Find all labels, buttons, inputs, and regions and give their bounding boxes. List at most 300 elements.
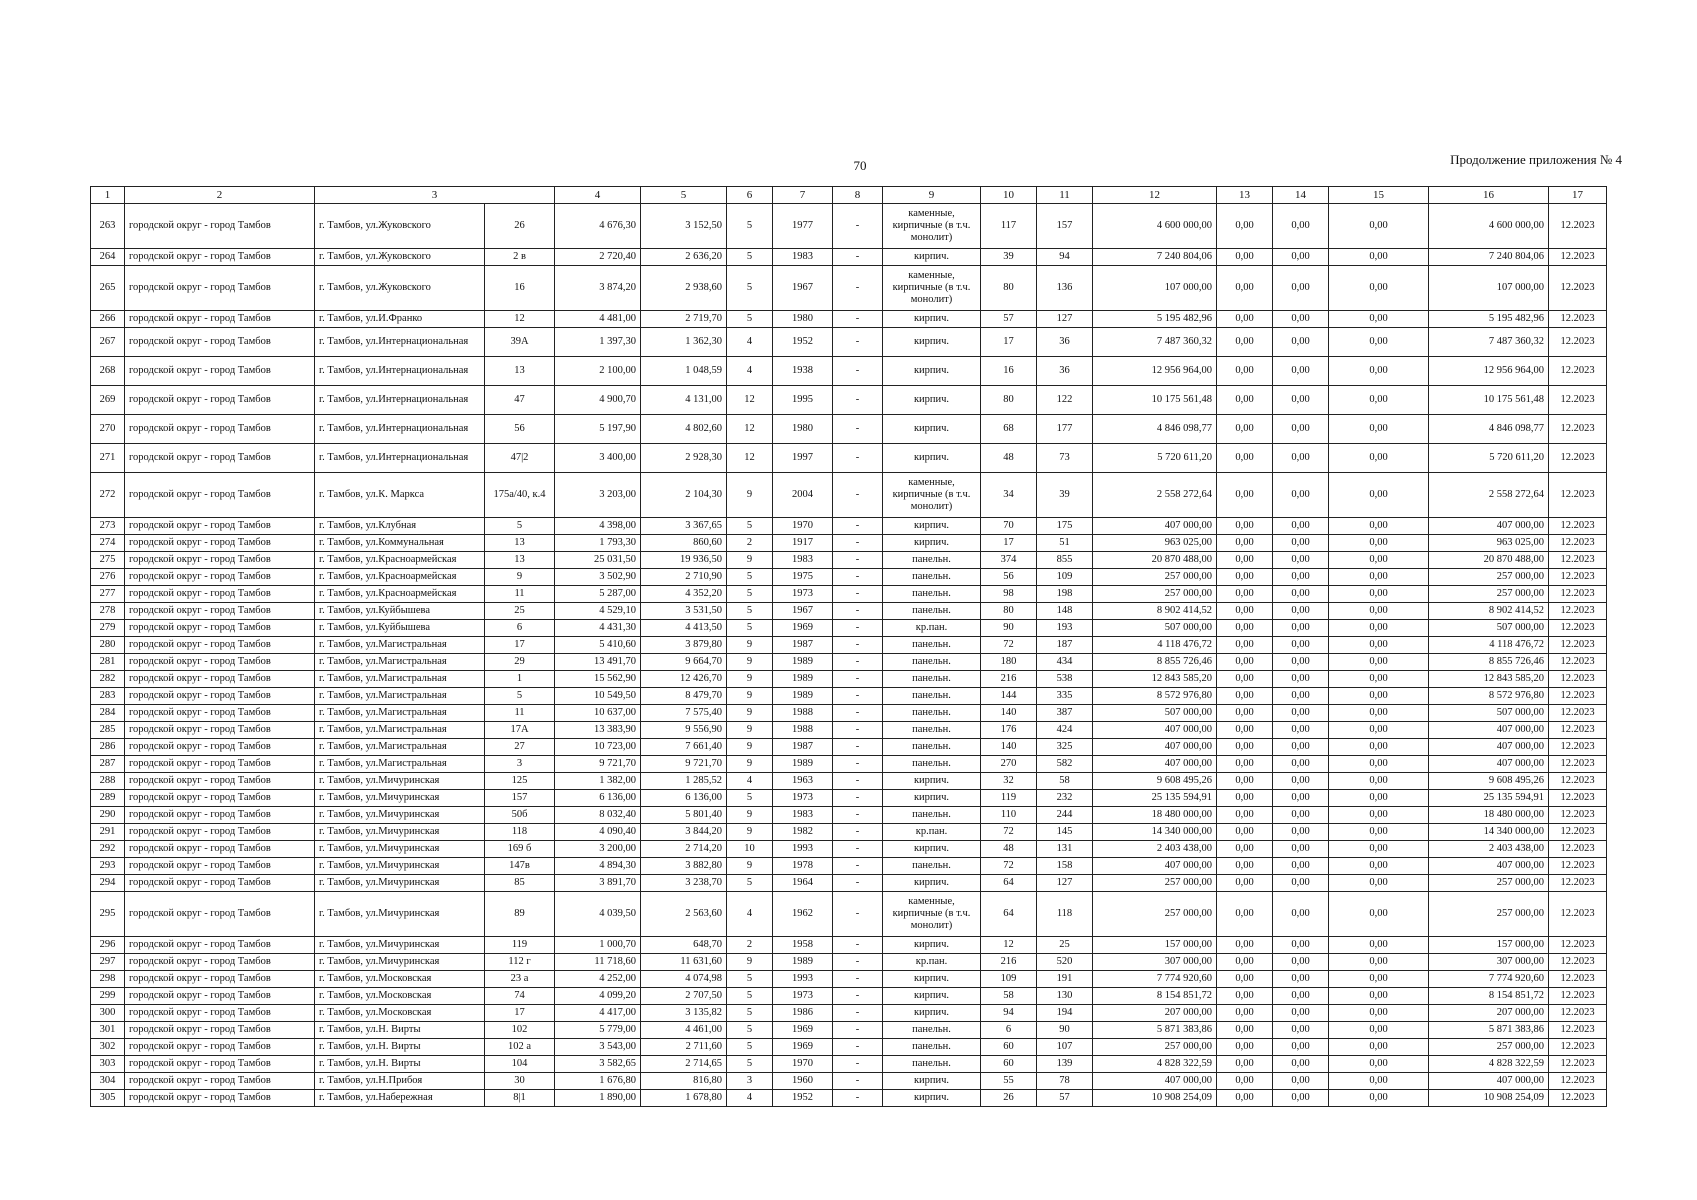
year-built-cell: 1980 (773, 415, 833, 444)
year-built-cell: 1987 (773, 637, 833, 654)
cost-total-cell: 407 000,00 (1429, 518, 1549, 535)
address-cell: г. Тамбов, ул.Магистральная (315, 722, 485, 739)
table-row (91, 971, 1607, 988)
col13-cell: 0,00 (1217, 1073, 1273, 1090)
col15-cell: 0,00 (1329, 552, 1429, 569)
col8-cell: - (833, 1022, 883, 1039)
cost-cell: 257 000,00 (1093, 892, 1217, 937)
address-cell: г. Тамбов, ул.Мичуринская (315, 892, 485, 937)
cost-total-cell: 107 000,00 (1429, 266, 1549, 311)
cost-total-cell: 507 000,00 (1429, 620, 1549, 637)
column-header: 1 (91, 187, 125, 204)
col10-cell: 48 (981, 841, 1037, 858)
cost-total-cell: 407 000,00 (1429, 722, 1549, 739)
deadline-cell: 12.2023 (1549, 386, 1607, 415)
col11-cell: 118 (1037, 892, 1093, 937)
address-cell: г. Тамбов, ул.Куйбышева (315, 603, 485, 620)
col13-cell: 0,00 (1217, 311, 1273, 328)
municipality-cell: городской округ - город Тамбов (125, 824, 315, 841)
wall-material-cell: кирпич. (883, 841, 981, 858)
cost-cell: 407 000,00 (1093, 722, 1217, 739)
deadline-cell: 12.2023 (1549, 603, 1607, 620)
floors-cell: 9 (727, 739, 773, 756)
municipality-cell: городской округ - город Тамбов (125, 637, 315, 654)
wall-material-cell: кирпич. (883, 328, 981, 357)
address-cell: г. Тамбов, ул.Мичуринская (315, 824, 485, 841)
appendix-note: Продолжение приложения № 4 (1450, 152, 1622, 167)
col13-cell: 0,00 (1217, 586, 1273, 603)
total-area-cell: 4 252,00 (555, 971, 641, 988)
cost-cell: 257 000,00 (1093, 875, 1217, 892)
col15-cell: 0,00 (1329, 603, 1429, 620)
municipality-cell: городской округ - город Тамбов (125, 722, 315, 739)
house-number-cell: 118 (485, 824, 555, 841)
col15-cell: 0,00 (1329, 204, 1429, 249)
deadline-cell: 12.2023 (1549, 790, 1607, 807)
deadline-cell: 12.2023 (1549, 535, 1607, 552)
address-cell: г. Тамбов, ул.Жуковского (315, 249, 485, 266)
col15-cell: 0,00 (1329, 1073, 1429, 1090)
living-area-cell: 7 575,40 (641, 705, 727, 722)
floors-cell: 4 (727, 357, 773, 386)
floors-cell: 9 (727, 637, 773, 654)
col8-cell: - (833, 892, 883, 937)
col14-cell: 0,00 (1273, 756, 1329, 773)
wall-material-cell: кирпич. (883, 357, 981, 386)
address-cell: г. Тамбов, ул.Куйбышева (315, 620, 485, 637)
year-built-cell: 1952 (773, 1090, 833, 1107)
table-row (91, 637, 1607, 654)
municipality-cell: городской округ - город Тамбов (125, 671, 315, 688)
living-area-cell: 2 711,60 (641, 1039, 727, 1056)
floors-cell: 5 (727, 875, 773, 892)
cost-total-cell: 12 843 585,20 (1429, 671, 1549, 688)
wall-material-cell: кирпич. (883, 1073, 981, 1090)
year-built-cell: 1978 (773, 858, 833, 875)
col10-cell: 140 (981, 739, 1037, 756)
wall-material-cell: кирпич. (883, 971, 981, 988)
col13-cell: 0,00 (1217, 1022, 1273, 1039)
living-area-cell: 2 563,60 (641, 892, 727, 937)
table-row (91, 1056, 1607, 1073)
col15-cell: 0,00 (1329, 841, 1429, 858)
column-header: 2 (125, 187, 315, 204)
deadline-cell: 12.2023 (1549, 937, 1607, 954)
housing-register-table (90, 186, 1607, 1107)
row-number-cell: 294 (91, 875, 125, 892)
address-cell: г. Тамбов, ул.К. Маркса (315, 473, 485, 518)
municipality-cell: городской округ - город Тамбов (125, 1073, 315, 1090)
floors-cell: 10 (727, 841, 773, 858)
col10-cell: 216 (981, 954, 1037, 971)
wall-material-cell: каменные, кирпичные (в т.ч. монолит) (883, 473, 981, 518)
col13-cell: 0,00 (1217, 637, 1273, 654)
col11-cell: 57 (1037, 1090, 1093, 1107)
table-row (91, 722, 1607, 739)
col8-cell: - (833, 1090, 883, 1107)
col13-cell: 0,00 (1217, 386, 1273, 415)
cost-cell: 5 871 383,86 (1093, 1022, 1217, 1039)
house-number-cell: 157 (485, 790, 555, 807)
wall-material-cell: кирпич. (883, 249, 981, 266)
col10-cell: 39 (981, 249, 1037, 266)
cost-total-cell: 407 000,00 (1429, 1073, 1549, 1090)
year-built-cell: 2004 (773, 473, 833, 518)
cost-cell: 2 403 438,00 (1093, 841, 1217, 858)
col15-cell: 0,00 (1329, 954, 1429, 971)
col8-cell: - (833, 603, 883, 620)
cost-cell: 25 135 594,91 (1093, 790, 1217, 807)
floors-cell: 5 (727, 569, 773, 586)
row-number-cell: 274 (91, 535, 125, 552)
col11-cell: 94 (1037, 249, 1093, 266)
wall-material-cell: кирпич. (883, 773, 981, 790)
table-row (91, 204, 1607, 249)
col15-cell: 0,00 (1329, 756, 1429, 773)
col10-cell: 270 (981, 756, 1037, 773)
col10-cell: 216 (981, 671, 1037, 688)
living-area-cell: 9 721,70 (641, 756, 727, 773)
address-cell: г. Тамбов, ул.Набережная (315, 1090, 485, 1107)
cost-cell: 407 000,00 (1093, 1073, 1217, 1090)
col8-cell: - (833, 1005, 883, 1022)
living-area-cell: 1 678,80 (641, 1090, 727, 1107)
column-header: 5 (641, 187, 727, 204)
wall-material-cell: кирпич. (883, 790, 981, 807)
col8-cell: - (833, 954, 883, 971)
living-area-cell: 3 882,80 (641, 858, 727, 875)
wall-material-cell: панельн. (883, 586, 981, 603)
year-built-cell: 1993 (773, 971, 833, 988)
living-area-cell: 19 936,50 (641, 552, 727, 569)
municipality-cell: городской округ - город Тамбов (125, 620, 315, 637)
col14-cell: 0,00 (1273, 1022, 1329, 1039)
total-area-cell: 1 793,30 (555, 535, 641, 552)
cost-cell: 2 558 272,64 (1093, 473, 1217, 518)
address-cell: г. Тамбов, ул.Интернациональная (315, 415, 485, 444)
cost-total-cell: 8 572 976,80 (1429, 688, 1549, 705)
municipality-cell: городской округ - город Тамбов (125, 739, 315, 756)
address-cell: г. Тамбов, ул.Коммунальная (315, 535, 485, 552)
col13-cell: 0,00 (1217, 603, 1273, 620)
column-number-row (91, 187, 1607, 204)
col8-cell: - (833, 535, 883, 552)
col10-cell: 55 (981, 1073, 1037, 1090)
table-row (91, 705, 1607, 722)
house-number-cell: 5 (485, 688, 555, 705)
house-number-cell: 11 (485, 586, 555, 603)
cost-total-cell: 207 000,00 (1429, 1005, 1549, 1022)
living-area-cell: 11 631,60 (641, 954, 727, 971)
wall-material-cell: панельн. (883, 1056, 981, 1073)
cost-cell: 7 774 920,60 (1093, 971, 1217, 988)
col8-cell: - (833, 773, 883, 790)
living-area-cell: 1 285,52 (641, 773, 727, 790)
col14-cell: 0,00 (1273, 875, 1329, 892)
col8-cell: - (833, 739, 883, 756)
col13-cell: 0,00 (1217, 357, 1273, 386)
col10-cell: 60 (981, 1056, 1037, 1073)
row-number-cell: 295 (91, 892, 125, 937)
municipality-cell: городской округ - город Тамбов (125, 328, 315, 357)
floors-cell: 4 (727, 328, 773, 357)
address-cell: г. Тамбов, ул.И.Франко (315, 311, 485, 328)
col10-cell: 58 (981, 988, 1037, 1005)
row-number-cell: 270 (91, 415, 125, 444)
house-number-cell: 9 (485, 569, 555, 586)
deadline-cell: 12.2023 (1549, 518, 1607, 535)
total-area-cell: 4 431,30 (555, 620, 641, 637)
wall-material-cell: панельн. (883, 603, 981, 620)
municipality-cell: городской округ - город Тамбов (125, 1022, 315, 1039)
cost-cell: 4 828 322,59 (1093, 1056, 1217, 1073)
house-number-cell: 13 (485, 535, 555, 552)
wall-material-cell: панельн. (883, 756, 981, 773)
municipality-cell: городской округ - город Тамбов (125, 266, 315, 311)
column-header: 3 (315, 187, 555, 204)
total-area-cell: 4 417,00 (555, 1005, 641, 1022)
table-row (91, 1073, 1607, 1090)
year-built-cell: 1987 (773, 739, 833, 756)
row-number-cell: 291 (91, 824, 125, 841)
table-row (91, 937, 1607, 954)
row-number-cell: 296 (91, 937, 125, 954)
cost-total-cell: 157 000,00 (1429, 937, 1549, 954)
year-built-cell: 1963 (773, 773, 833, 790)
living-area-cell: 2 714,65 (641, 1056, 727, 1073)
col15-cell: 0,00 (1329, 722, 1429, 739)
row-number-cell: 298 (91, 971, 125, 988)
col13-cell: 0,00 (1217, 773, 1273, 790)
col8-cell: - (833, 552, 883, 569)
wall-material-cell: панельн. (883, 807, 981, 824)
year-built-cell: 1967 (773, 603, 833, 620)
total-area-cell: 1 000,70 (555, 937, 641, 954)
col13-cell: 0,00 (1217, 654, 1273, 671)
living-area-cell: 3 367,65 (641, 518, 727, 535)
cost-cell: 407 000,00 (1093, 518, 1217, 535)
year-built-cell: 1975 (773, 569, 833, 586)
col10-cell: 70 (981, 518, 1037, 535)
total-area-cell: 4 894,30 (555, 858, 641, 875)
col11-cell: 145 (1037, 824, 1093, 841)
col15-cell: 0,00 (1329, 1022, 1429, 1039)
municipality-cell: городской округ - город Тамбов (125, 518, 315, 535)
table-row (91, 266, 1607, 311)
cost-total-cell: 18 480 000,00 (1429, 807, 1549, 824)
year-built-cell: 1989 (773, 756, 833, 773)
cost-cell: 4 846 098,77 (1093, 415, 1217, 444)
col13-cell: 0,00 (1217, 988, 1273, 1005)
municipality-cell: городской округ - город Тамбов (125, 790, 315, 807)
col8-cell: - (833, 824, 883, 841)
floors-cell: 9 (727, 954, 773, 971)
col14-cell: 0,00 (1273, 518, 1329, 535)
col14-cell: 0,00 (1273, 328, 1329, 357)
total-area-cell: 4 676,30 (555, 204, 641, 249)
house-number-cell: 1 (485, 671, 555, 688)
municipality-cell: городской округ - город Тамбов (125, 586, 315, 603)
year-built-cell: 1988 (773, 722, 833, 739)
house-number-cell: 125 (485, 773, 555, 790)
municipality-cell: городской округ - город Тамбов (125, 569, 315, 586)
deadline-cell: 12.2023 (1549, 971, 1607, 988)
address-cell: г. Тамбов, ул.Магистральная (315, 739, 485, 756)
living-area-cell: 2 710,90 (641, 569, 727, 586)
floors-cell: 9 (727, 756, 773, 773)
address-cell: г. Тамбов, ул.Мичуринская (315, 858, 485, 875)
col14-cell: 0,00 (1273, 858, 1329, 875)
floors-cell: 2 (727, 937, 773, 954)
cost-cell: 407 000,00 (1093, 739, 1217, 756)
address-cell: г. Тамбов, ул.Красноармейская (315, 552, 485, 569)
wall-material-cell: кирпич. (883, 535, 981, 552)
living-area-cell: 2 938,60 (641, 266, 727, 311)
cost-total-cell: 8 855 726,46 (1429, 654, 1549, 671)
col10-cell: 140 (981, 705, 1037, 722)
col13-cell: 0,00 (1217, 739, 1273, 756)
municipality-cell: городской округ - город Тамбов (125, 1005, 315, 1022)
year-built-cell: 1917 (773, 535, 833, 552)
col8-cell: - (833, 790, 883, 807)
col15-cell: 0,00 (1329, 971, 1429, 988)
municipality-cell: городской округ - город Тамбов (125, 386, 315, 415)
col8-cell: - (833, 569, 883, 586)
cost-total-cell: 10 175 561,48 (1429, 386, 1549, 415)
address-cell: г. Тамбов, ул.Московская (315, 971, 485, 988)
col14-cell: 0,00 (1273, 937, 1329, 954)
house-number-cell: 25 (485, 603, 555, 620)
column-header: 6 (727, 187, 773, 204)
cost-cell: 8 902 414,52 (1093, 603, 1217, 620)
col10-cell: 26 (981, 1090, 1037, 1107)
address-cell: г. Тамбов, ул.Интернациональная (315, 328, 485, 357)
col14-cell: 0,00 (1273, 739, 1329, 756)
address-cell: г. Тамбов, ул.Жуковского (315, 266, 485, 311)
total-area-cell: 10 723,00 (555, 739, 641, 756)
col10-cell: 16 (981, 357, 1037, 386)
wall-material-cell: панельн. (883, 569, 981, 586)
deadline-cell: 12.2023 (1549, 586, 1607, 603)
wall-material-cell: кирпич. (883, 518, 981, 535)
table-row (91, 518, 1607, 535)
deadline-cell: 12.2023 (1549, 671, 1607, 688)
col10-cell: 72 (981, 637, 1037, 654)
total-area-cell: 5 779,00 (555, 1022, 641, 1039)
row-number-cell: 285 (91, 722, 125, 739)
address-cell: г. Тамбов, ул.Магистральная (315, 688, 485, 705)
wall-material-cell: панельн. (883, 739, 981, 756)
municipality-cell: городской округ - город Тамбов (125, 552, 315, 569)
col15-cell: 0,00 (1329, 1056, 1429, 1073)
col15-cell: 0,00 (1329, 586, 1429, 603)
total-area-cell: 4 398,00 (555, 518, 641, 535)
deadline-cell: 12.2023 (1549, 266, 1607, 311)
row-number-cell: 297 (91, 954, 125, 971)
col11-cell: 148 (1037, 603, 1093, 620)
column-header: 10 (981, 187, 1037, 204)
municipality-cell: городской округ - город Тамбов (125, 954, 315, 971)
col15-cell: 0,00 (1329, 1039, 1429, 1056)
deadline-cell: 12.2023 (1549, 1073, 1607, 1090)
table-row (91, 790, 1607, 807)
col14-cell: 0,00 (1273, 620, 1329, 637)
row-number-cell: 288 (91, 773, 125, 790)
col14-cell: 0,00 (1273, 386, 1329, 415)
col13-cell: 0,00 (1217, 552, 1273, 569)
total-area-cell: 10 637,00 (555, 705, 641, 722)
living-area-cell: 4 131,00 (641, 386, 727, 415)
col14-cell: 0,00 (1273, 473, 1329, 518)
col11-cell: 130 (1037, 988, 1093, 1005)
floors-cell: 9 (727, 473, 773, 518)
wall-material-cell: каменные, кирпичные (в т.ч. монолит) (883, 892, 981, 937)
row-number-cell: 273 (91, 518, 125, 535)
house-number-cell: 56 (485, 415, 555, 444)
deadline-cell: 12.2023 (1549, 892, 1607, 937)
living-area-cell: 4 413,50 (641, 620, 727, 637)
col8-cell: - (833, 841, 883, 858)
house-number-cell: 11 (485, 705, 555, 722)
cost-cell: 407 000,00 (1093, 756, 1217, 773)
col8-cell: - (833, 807, 883, 824)
wall-material-cell: кирпич. (883, 988, 981, 1005)
wall-material-cell: кирпич. (883, 1090, 981, 1107)
col13-cell: 0,00 (1217, 875, 1273, 892)
col14-cell: 0,00 (1273, 1073, 1329, 1090)
floors-cell: 4 (727, 1090, 773, 1107)
table-row (91, 444, 1607, 473)
total-area-cell: 3 874,20 (555, 266, 641, 311)
wall-material-cell: панельн. (883, 722, 981, 739)
cost-total-cell: 4 846 098,77 (1429, 415, 1549, 444)
col11-cell: 855 (1037, 552, 1093, 569)
municipality-cell: городской округ - город Тамбов (125, 705, 315, 722)
col14-cell: 0,00 (1273, 1039, 1329, 1056)
year-built-cell: 1958 (773, 937, 833, 954)
deadline-cell: 12.2023 (1549, 705, 1607, 722)
col13-cell: 0,00 (1217, 671, 1273, 688)
col14-cell: 0,00 (1273, 722, 1329, 739)
municipality-cell: городской округ - город Тамбов (125, 603, 315, 620)
house-number-cell: 5 (485, 518, 555, 535)
living-area-cell: 816,80 (641, 1073, 727, 1090)
house-number-cell: 17А (485, 722, 555, 739)
col13-cell: 0,00 (1217, 415, 1273, 444)
house-number-cell: 85 (485, 875, 555, 892)
col15-cell: 0,00 (1329, 705, 1429, 722)
floors-cell: 5 (727, 518, 773, 535)
cost-total-cell: 4 118 476,72 (1429, 637, 1549, 654)
floors-cell: 9 (727, 552, 773, 569)
column-header: 4 (555, 187, 641, 204)
col13-cell: 0,00 (1217, 841, 1273, 858)
year-built-cell: 1977 (773, 204, 833, 249)
deadline-cell: 12.2023 (1549, 739, 1607, 756)
col14-cell: 0,00 (1273, 1056, 1329, 1073)
living-area-cell: 648,70 (641, 937, 727, 954)
table-row (91, 841, 1607, 858)
col14-cell: 0,00 (1273, 671, 1329, 688)
col10-cell: 144 (981, 688, 1037, 705)
table-row (91, 535, 1607, 552)
table-row (91, 569, 1607, 586)
col11-cell: 139 (1037, 1056, 1093, 1073)
col8-cell: - (833, 858, 883, 875)
col13-cell: 0,00 (1217, 249, 1273, 266)
table-row (91, 586, 1607, 603)
deadline-cell: 12.2023 (1549, 328, 1607, 357)
